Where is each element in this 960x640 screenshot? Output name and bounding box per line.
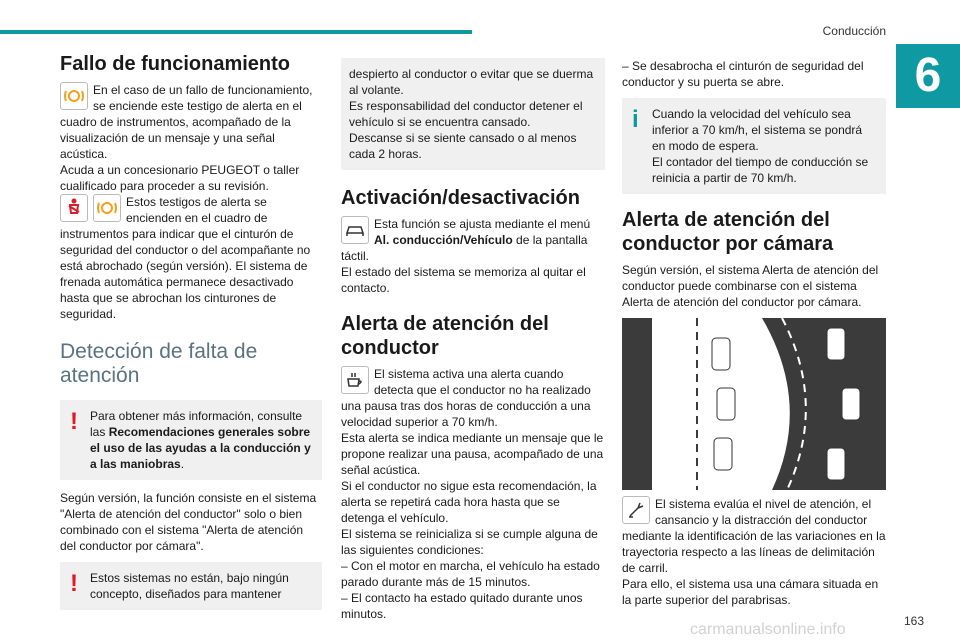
column-2: [341, 52, 605, 622]
text-testigos: Estos testigos de alerta se encienden en el cuadro de instrumentos para indicar que el cinturón de seguridad del conductor o del acompañante no está abrochado (según versión). El sistema de frenada automática permanece desactivado hasta que se abrochan los cinturones de seguridad.: [60, 195, 311, 321]
info-icon: i: [632, 106, 639, 133]
alerta-text-6: – El contacto ha estado quitado durante unos minutos.: [341, 591, 583, 621]
running-header: Conducción: [822, 24, 886, 38]
chapter-tab: 6: [896, 44, 960, 108]
warning-box-1: [60, 400, 322, 480]
heading-alerta: Alerta de atención del conductor: [341, 313, 549, 359]
text-cinturon: – Se desabrocha el cinturón de seguridad del conductor y su puerta se abre.: [622, 59, 864, 89]
alerta-text-2: Esta alerta se indica mediante un mensaje que le propone realizar una pausa, acompañado de una señal acústica.: [341, 431, 604, 477]
coffee-cup-icon: [341, 366, 369, 394]
warn1-text-bold: Recomendaciones generales sobre el uso de las ayudas a la conducción y a las maniobras: [90, 425, 311, 471]
box-text-2: Es responsabilidad del conductor detener el vehículo si se encuentra cansado.: [349, 99, 583, 129]
warn1-text-c: .: [180, 457, 185, 471]
text-version: Según versión, la función consiste en el sistema "Alerta de atención del conductor" solo o bien combinado con el sistema "Alerta de atención del conductor por cámara".: [60, 491, 317, 553]
act-text-2: El estado del sistema se memoriza al quitar el contacto.: [341, 265, 586, 295]
malfunction-warning-icon: [60, 82, 88, 110]
act-text-a: Esta función se ajusta mediante el menú: [374, 217, 591, 231]
info-text-2: El contador del tiempo de conducción se reinicia a partir de 70 km/h.: [652, 155, 869, 185]
seatbelt-icon: [60, 194, 88, 222]
text-fallo-2: Acuda a un concesionario PEUGEOT o taller cualificado para proceder a su revisión.: [60, 163, 300, 193]
road-illustration: [622, 318, 886, 490]
heading-deteccion: Detección de falta de atención: [60, 340, 258, 387]
info-box: [622, 98, 886, 194]
camara-text-3: Para ello, el sistema usa una cámara situada en la parte superior del parabrisas.: [622, 577, 879, 607]
alerta-text-4: El sistema se reinicializa si se cumple alguna de las siguientes condiciones:: [341, 527, 598, 557]
act-text-c: de la pantalla táctil.: [341, 233, 588, 263]
warning-box-continued: [341, 58, 605, 170]
steering-hand-icon: [622, 496, 650, 524]
warning-mark: !: [70, 408, 78, 435]
box-text-1: despierto al conductor o evitar que se duerma al volante.: [349, 67, 594, 97]
warn2-text: Estos sistemas no están, bajo ningún concepto, diseñados para mantener: [90, 571, 289, 601]
warn1-text-a: Para obtener más información, consulte las: [90, 409, 303, 439]
box-text-3: Descanse si se siente cansado o al menos cada 2 horas.: [349, 131, 577, 161]
page-number: 163: [903, 614, 924, 628]
alerta-text-5: – Con el motor en marcha, el vehículo ha estado parado durante más de 15 minutos.: [341, 559, 600, 589]
warning-box-2: [60, 562, 322, 610]
act-text-bold: Al. conducción/Vehículo: [374, 233, 513, 247]
column-3: [622, 58, 886, 608]
car-icon: [341, 216, 369, 244]
text-fallo-1: En el caso de un fallo de funcionamiento, se enciende este testigo de alerta en el cuadro de instrumentos, acompañado de la visualización de un mensaje y una señal acústica.: [60, 83, 313, 161]
info-text-1: Cuando la velocidad del vehículo sea inferior a 70 km/h, el sistema se pondrá en modo de espera.: [652, 107, 863, 153]
camara-text-1: Según versión, el sistema Alerta de atención del conductor puede combinarse con el sistema Alerta de atención del conductor por cámara.: [622, 263, 879, 309]
heading-activacion: Activación/desactivación: [341, 187, 580, 209]
top-accent-bar: [0, 30, 472, 34]
heading-fallo: Fallo de funcionamiento: [60, 53, 291, 75]
warning-mark-2: !: [70, 570, 78, 597]
column-1: [60, 52, 322, 620]
camara-text-2: El sistema evalúa el nivel de atención, el cansancio y la distracción del conductor mediante la identificación de las variaciones en la trayectoria respecto a las líneas de delimitación de carril.: [622, 497, 886, 575]
watermark: carmanualsonline.info: [690, 621, 846, 638]
alerta-text-3: Si el conductor no sigue esta recomendación, la alerta se repetirá cada hora hasta que se detenga el vehículo.: [341, 479, 597, 525]
alerta-text-1: El sistema activa una alerta cuando detecta que el conductor no ha realizado una pausa tras dos horas de conducción a una velocidad superior a 70 km/h.: [341, 367, 591, 429]
malfunction-warning-icon-2: [93, 194, 121, 222]
heading-camara: Alerta de atención del conductor por cámara: [622, 209, 834, 255]
